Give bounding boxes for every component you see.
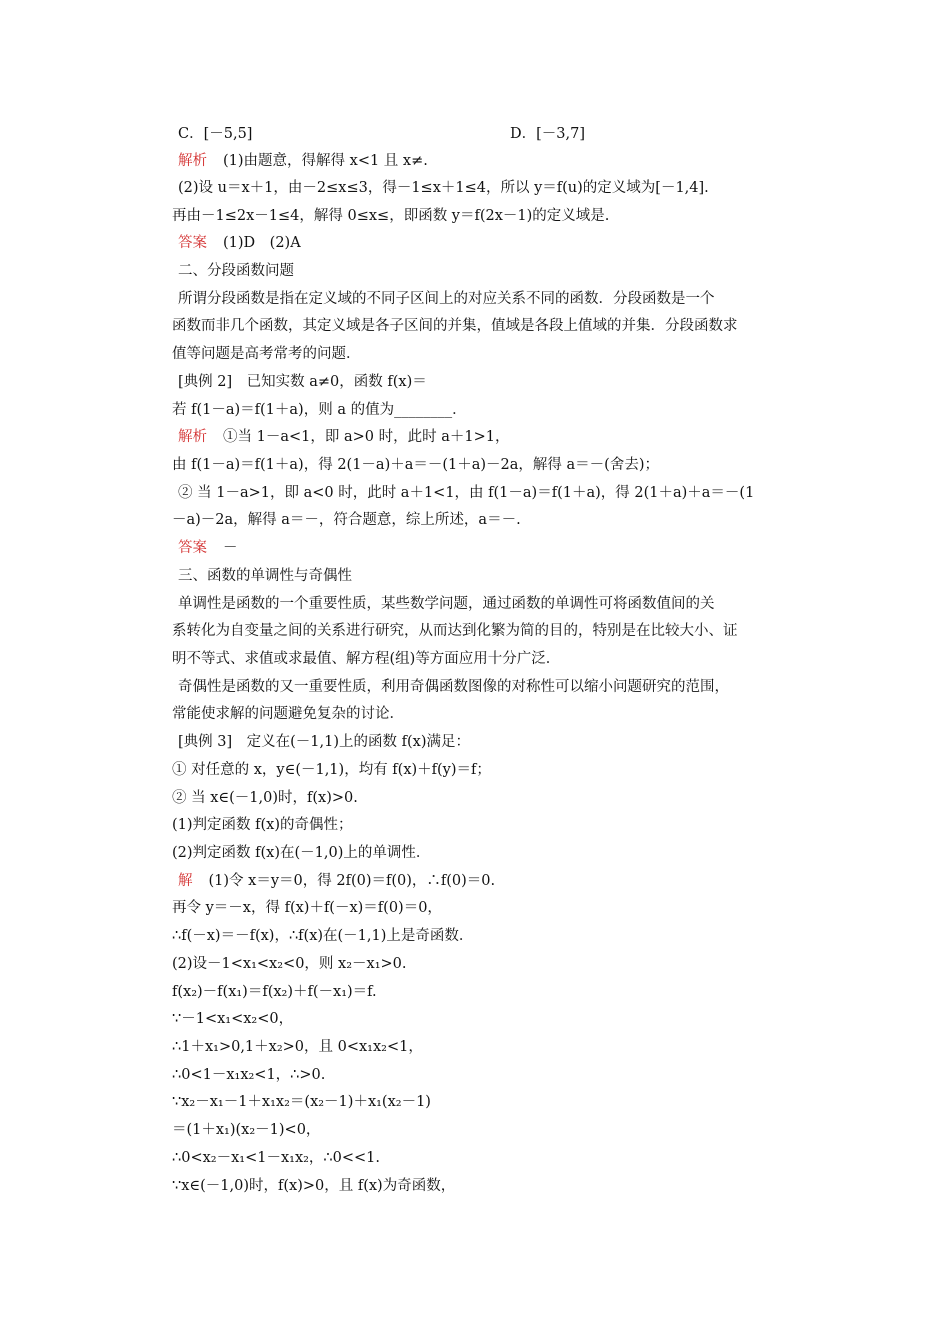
solution-line: ∵x₂－x₁－1＋x₁x₂＝(x₂－1)＋x₁(x₂－1) (172, 1094, 431, 1110)
paragraph-line: 所谓分段函数是指在定义域的不同子区间上的对应关系不同的函数．分段函数是一个 (178, 291, 715, 307)
analysis-label: 解析 (178, 429, 207, 445)
answer-1 (178, 233, 818, 253)
text: (1)由题意，得解得 x<1 且 x≠. (223, 153, 428, 169)
analysis-1-line-2: (2)设 u＝x＋1，由－2≤x≤3，得－1≤x＋1≤4，所以 y＝f(u)的定义域为[－1,4]. (178, 180, 709, 196)
solution-line: ∴0<x₂－x₁<1－x₁x₂，∴0<<1. (172, 1150, 381, 1166)
analysis-2-line-1 (178, 427, 818, 447)
example-3-line-1: [典例 3] 定义在(－1,1)上的函数 f(x)满足： (178, 734, 470, 750)
paragraph-line: 值等问题是高考常考的问题． (172, 346, 361, 362)
example-3-line-4: (1)判定函数 f(x)的奇偶性； (172, 817, 353, 833)
section-heading-3: 三、函数的单调性与奇偶性 (178, 568, 352, 584)
option-c: C．[－5,5] (178, 126, 253, 142)
paragraph-line: 单调性是函数的一个重要性质，某些数学问题，通过函数的单调性可将函数值间的关 (178, 596, 715, 612)
example-2-line-2: 若 f(1－a)＝f(1＋a)，则 a 的值为________． (172, 402, 467, 418)
paragraph-line: 函数而非几个函数，其定义域是各子区间的并集，值域是各段上值域的并集．分段函数求 (172, 318, 738, 334)
paragraph-line: 系转化为自变量之间的关系进行研究，从而达到化繁为简的目的，特别是在比较大小、证 (172, 623, 738, 639)
option-d: D．[－3,7] (510, 126, 585, 142)
text: － (223, 540, 238, 556)
analysis-1-line-1 (178, 151, 818, 171)
solution-line: ∴0<1－x₁x₂<1，∴>0. (172, 1067, 326, 1083)
paragraph-line: 常能使求解的问题避免复杂的讨论． (172, 706, 404, 722)
answer-label: 答案 (178, 235, 207, 251)
solution-line: ∵－1<x₁<x₂<0， (172, 1011, 294, 1027)
answer-label: 答案 (178, 540, 207, 556)
solution-line: ∵x∈(－1,0)时，f(x)>0，且 f(x)为奇函数， (172, 1178, 456, 1194)
analysis-2-line-2: 由 f(1－a)＝f(1＋a)，得 2(1－a)＋a＝－(1＋a)－2a，解得 a＝－(舍去)； (172, 457, 659, 473)
solution-line: f(x₂)－f(x₁)＝f(x₂)＋f(－x₁)＝f. (172, 984, 377, 1000)
solution-label: 解 (178, 873, 193, 889)
example-3-line-2: ① 对任意的 x，y∈(－1,1)，均有 f(x)＋f(y)＝f； (172, 762, 491, 778)
text: ①当 1－a<1，即 a>0 时，此时 a＋1>1， (223, 429, 510, 445)
example-3-line-3: ② 当 x∈(－1,0)时，f(x)>0. (172, 790, 358, 806)
solution-line: (2)设－1<x₁<x₂<0，则 x₂－x₁>0. (172, 956, 407, 972)
solution-line: ＝(1＋x₁)(x₂－1)<0， (172, 1122, 321, 1138)
text: (1)令 x＝y＝0，得 2f(0)＝f(0)，∴f(0)＝0. (208, 873, 496, 889)
analysis-2-line-4: －a)－2a，解得 a＝－，符合题意，综上所述，a＝－. (172, 512, 521, 528)
example-3-line-5: (2)判定函数 f(x)在(－1,0)上的单调性． (172, 845, 431, 861)
analysis-label: 解析 (178, 153, 207, 169)
paragraph-line: 明不等式、求值或求最值、解方程(组)等方面应用十分广泛． (172, 651, 561, 667)
solution-line: ∴1＋x₁>0,1＋x₂>0，且 0<x₁x₂<1， (172, 1039, 423, 1055)
analysis-2-line-3: ② 当 1－a>1，即 a<0 时，此时 a＋1<1，由 f(1－a)＝f(1＋a)，得 2(1＋a)＋a＝－(1 (178, 485, 755, 501)
answer-2 (178, 538, 818, 558)
analysis-1-line-3: 再由－1≤2x－1≤4，解得 0≤x≤，即函数 y＝f(2x－1)的定义域是. (172, 208, 610, 224)
paragraph-line: 奇偶性是函数的又一重要性质，利用奇偶函数图像的对称性可以缩小问题研究的范围， (178, 679, 729, 695)
solution-line-1 (178, 871, 818, 891)
section-heading-2: 二、分段函数问题 (178, 263, 294, 279)
text: (1)D (2)A (223, 235, 301, 251)
solution-line: 再令 y＝－x，得 f(x)＋f(－x)＝f(0)＝0， (172, 900, 442, 916)
example-2-line-1: [典例 2] 已知实数 a≠0，函数 f(x)＝ (178, 374, 427, 390)
solution-line: ∴f(－x)＝－f(x)，∴f(x)在(－1,1)上是奇函数． (172, 928, 474, 944)
